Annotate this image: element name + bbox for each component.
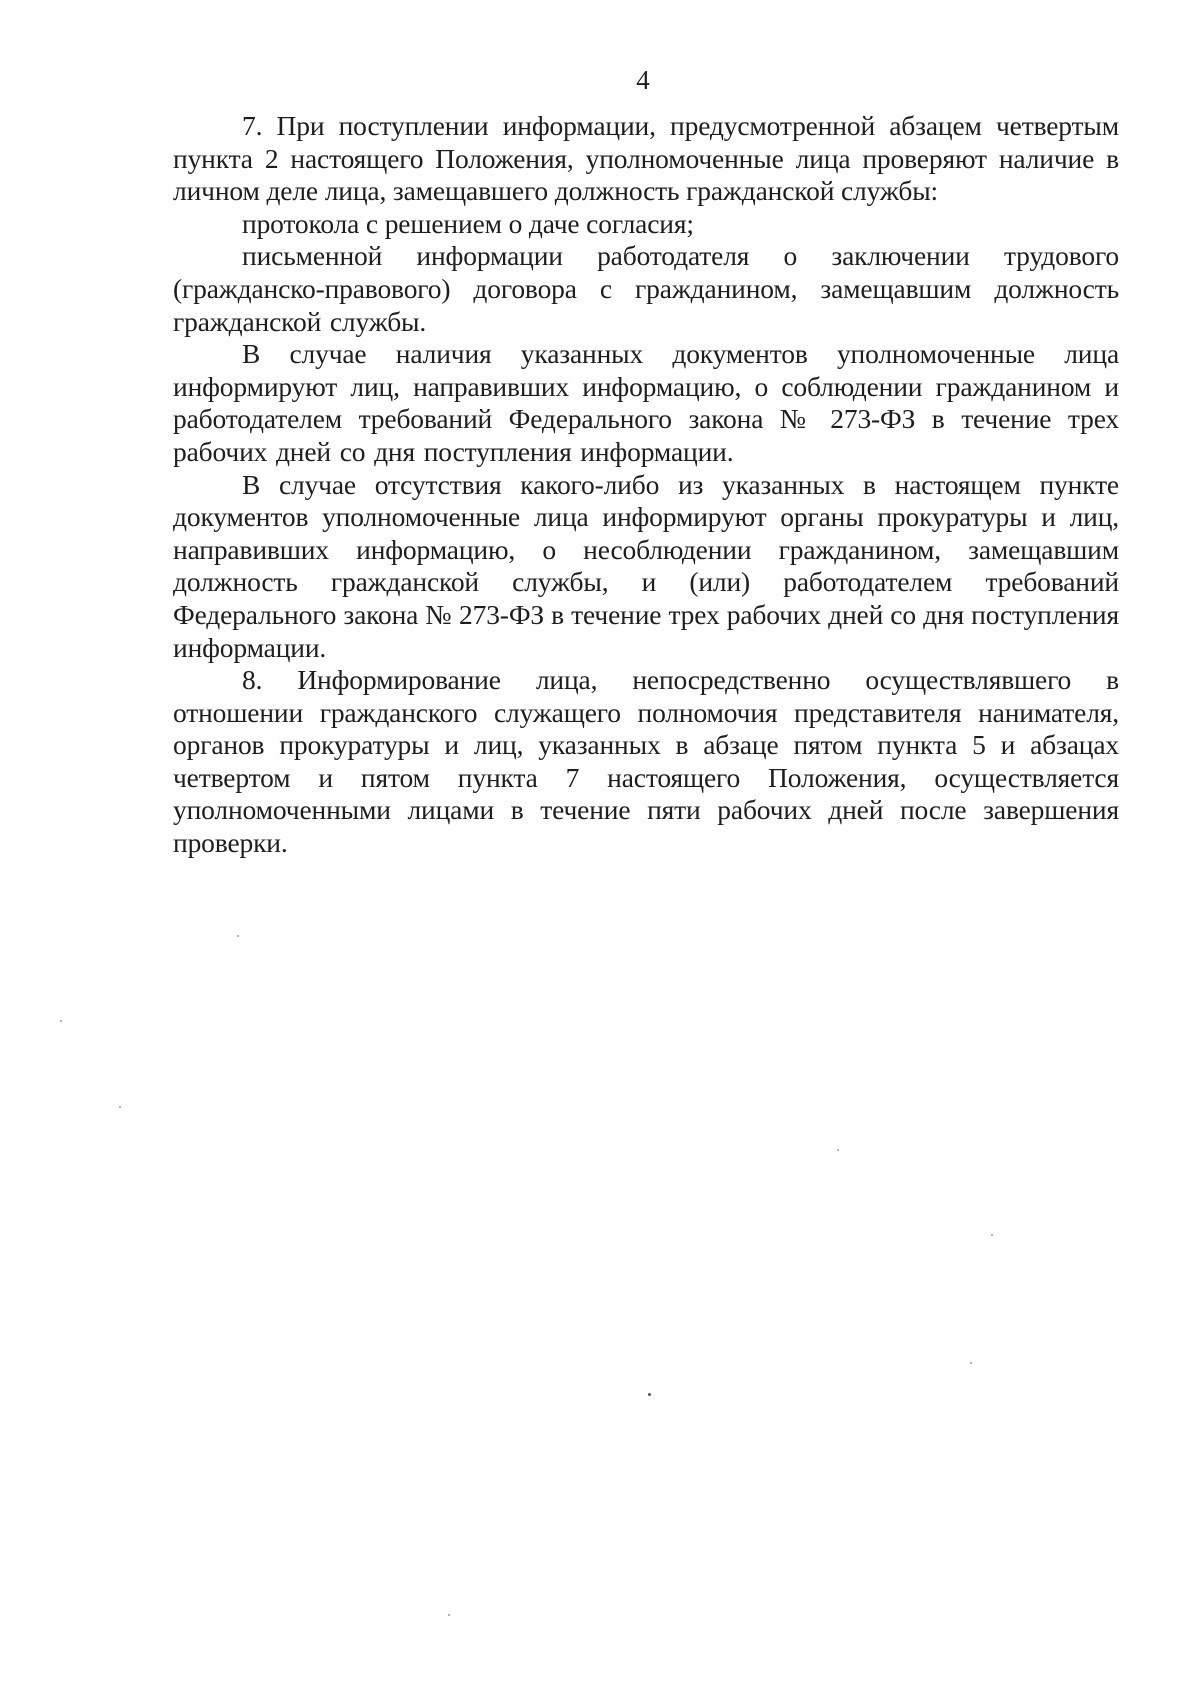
scan-speck (837, 1149, 839, 1151)
document-body (173, 110, 1119, 860)
scan-speck (60, 1020, 62, 1022)
scan-speck (448, 1614, 450, 1616)
scan-speck (119, 1106, 121, 1108)
paragraph-written-info: письменной информации работодателя о заключении трудового (гражданско-правового) договора с гражданином, замещавшим должность гражданской службы. (173, 240, 1119, 337)
scan-speck (237, 935, 239, 937)
page-number: 4 (636, 65, 650, 95)
scan-speck (991, 1234, 993, 1236)
paragraph-item-7: 7. При поступлении информации, предусмотренной абзацем четвертым пункта 2 настоящего Положения, уполномоченные лица проверяют наличие в личном деле лица, замещавшего должность гражданской службы: (173, 110, 1119, 207)
paragraph-documents-present: В случае наличия указанных документов уполномоченные лица информируют лиц, направивших информацию, о соблюдении гражданином и работодателем требований Федерального закона № 273-ФЗ в течение трех рабочих дней со дня поступления информации. (173, 338, 1119, 467)
scan-speck (970, 1362, 972, 1364)
paragraph-documents-absent: В случае отсутствия какого-либо из указанных в настоящем пункте документов уполномоченные лица информируют органы прокуратуры и лиц, направивших информацию, о несоблюдении гражданином, замещавшим должность гражданской службы, и (или) работодателем требований Федерального закона № 273-ФЗ в течение трех рабочих дней со дня поступления информации. (173, 468, 1119, 663)
scan-speck (648, 1393, 651, 1396)
paragraph-protocol: протокола с решением о даче согласия; (242, 207, 694, 239)
paragraph-item-8: 8. Информирование лица, непосредственно осуществлявшего в отношении гражданского служащего полномочия представителя нанимателя, органов прокуратуры и лиц, указанных в абзаце пятом пункта 5 и абзацах четвертом и пятом пункта 7 настоящего Положения, осуществляется уполномоченными лицами в течение пяти рабочих дней после завершения проверки. (173, 664, 1119, 859)
